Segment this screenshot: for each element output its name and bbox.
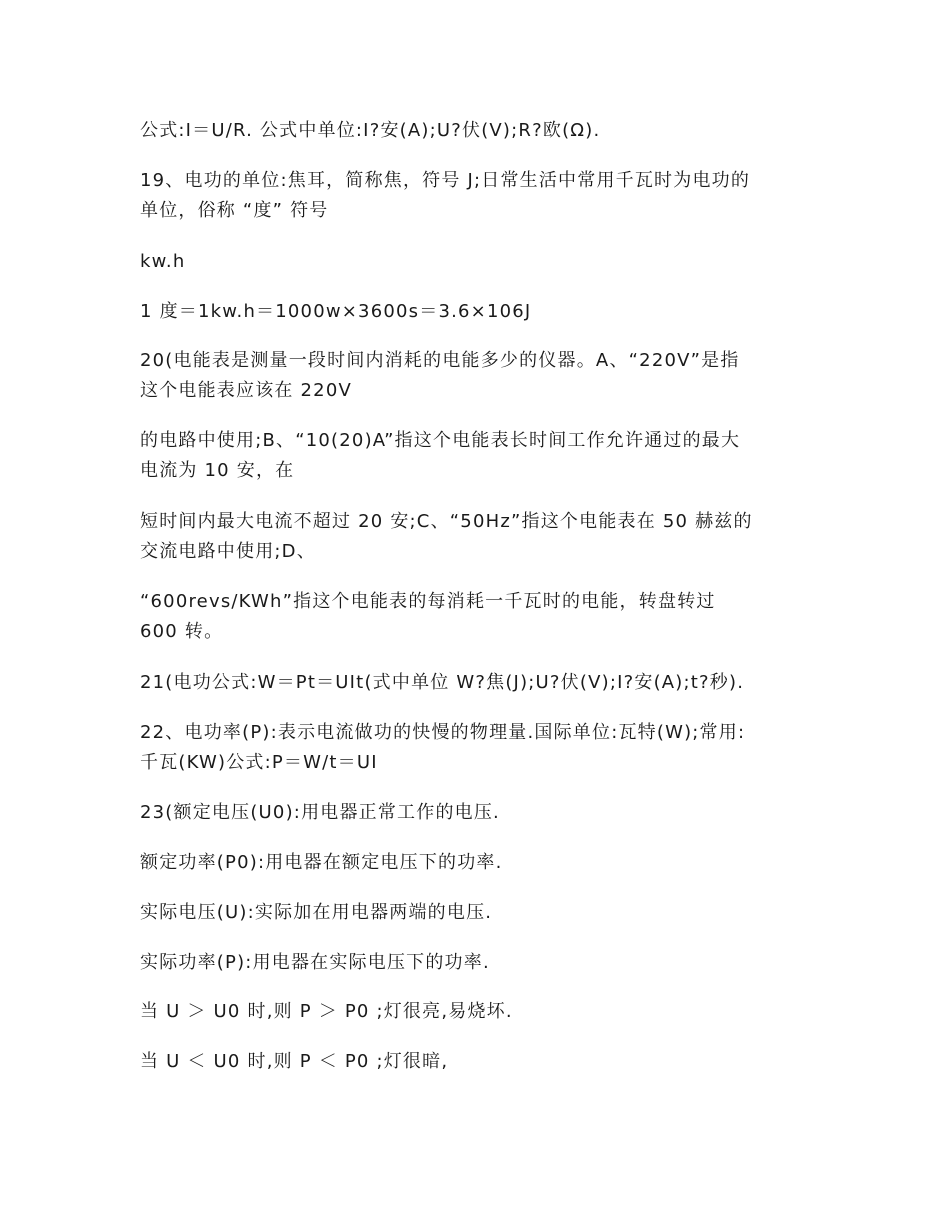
paragraph-19-electric-work-unit xyxy=(140,166,820,226)
text-line: 这个电能表应该在 220V xyxy=(140,380,352,401)
paragraph-kwh-conversion xyxy=(140,297,820,327)
text-line: 23(额定电压(U0):用电器正常工作的电压. xyxy=(140,802,500,823)
paragraph-rated-power xyxy=(140,848,820,878)
paragraph-meter-current-rating xyxy=(140,426,820,486)
text-line: 电流为 10 安，在 xyxy=(140,460,295,481)
text-line: 公式:I＝U/R. 公式中单位:I?安(A);U?伏(V);R?欧(Ω). xyxy=(140,120,601,141)
text-line: 600 转。 xyxy=(140,621,224,642)
paragraph-22-electric-power xyxy=(140,718,820,778)
text-line: 额定功率(P0):用电器在额定电压下的功率. xyxy=(140,852,503,873)
text-line: “600revs/KWh”指这个电能表的每消耗一千瓦时的电能，转盘转过 xyxy=(140,591,716,612)
text-line: 实际功率(P):用电器在实际电压下的功率. xyxy=(140,952,490,973)
text-line: 实际电压(U):实际加在用电器两端的电压. xyxy=(140,902,493,923)
paragraph-23-rated-voltage xyxy=(140,798,820,828)
paragraph-meter-frequency xyxy=(140,507,820,567)
text-line: 千瓦(KW)公式:P＝W/t＝UI xyxy=(140,752,378,773)
text-line: 交流电路中使用;D、 xyxy=(140,541,316,562)
paragraph-kwh-symbol xyxy=(140,247,820,277)
text-line: 短时间内最大电流不超过 20 安;C、“50Hz”指这个电能表在 50 赫兹的 xyxy=(140,511,753,532)
paragraph-ohm-law-formula xyxy=(140,116,820,146)
text-line: 20(电能表是测量一段时间内消耗的电能多少的仪器。A、“220V”是指 xyxy=(140,350,740,371)
paragraph-21-work-formula xyxy=(140,668,820,698)
text-line: 单位，俗称 “度” 符号 xyxy=(140,200,329,221)
paragraph-actual-voltage xyxy=(140,898,820,928)
text-line: kw.h xyxy=(140,251,186,272)
text-line: 当 U ＞ U0 时,则 P ＞ P0 ;灯很亮,易烧坏. xyxy=(140,1001,513,1022)
text-line: 的电路中使用;B、“10(20)A”指这个电能表长时间工作允许通过的最大 xyxy=(140,430,741,451)
paragraph-actual-power xyxy=(140,948,820,978)
text-line: 1 度＝1kw.h＝1000w×3600s＝3.6×106J xyxy=(140,301,532,322)
text-line: 22、电功率(P):表示电流做功的快慢的物理量.国际单位:瓦特(W);常用: xyxy=(140,722,746,743)
text-line: 21(电功公式:W＝Pt＝UIt(式中单位 W?焦(J);U?伏(V);I?安(A);t?秒). xyxy=(140,672,745,693)
paragraph-meter-revolutions xyxy=(140,587,820,647)
paragraph-20-energy-meter xyxy=(140,346,820,406)
paragraph-undervoltage-case xyxy=(140,1047,820,1077)
text-line: 19、电功的单位:焦耳，简称焦，符号 J;日常生活中常用千瓦时为电功的 xyxy=(140,170,751,191)
text-line: 当 U ＜ U0 时,则 P ＜ P0 ;灯很暗, xyxy=(140,1051,449,1072)
paragraph-overvoltage-case xyxy=(140,997,820,1027)
